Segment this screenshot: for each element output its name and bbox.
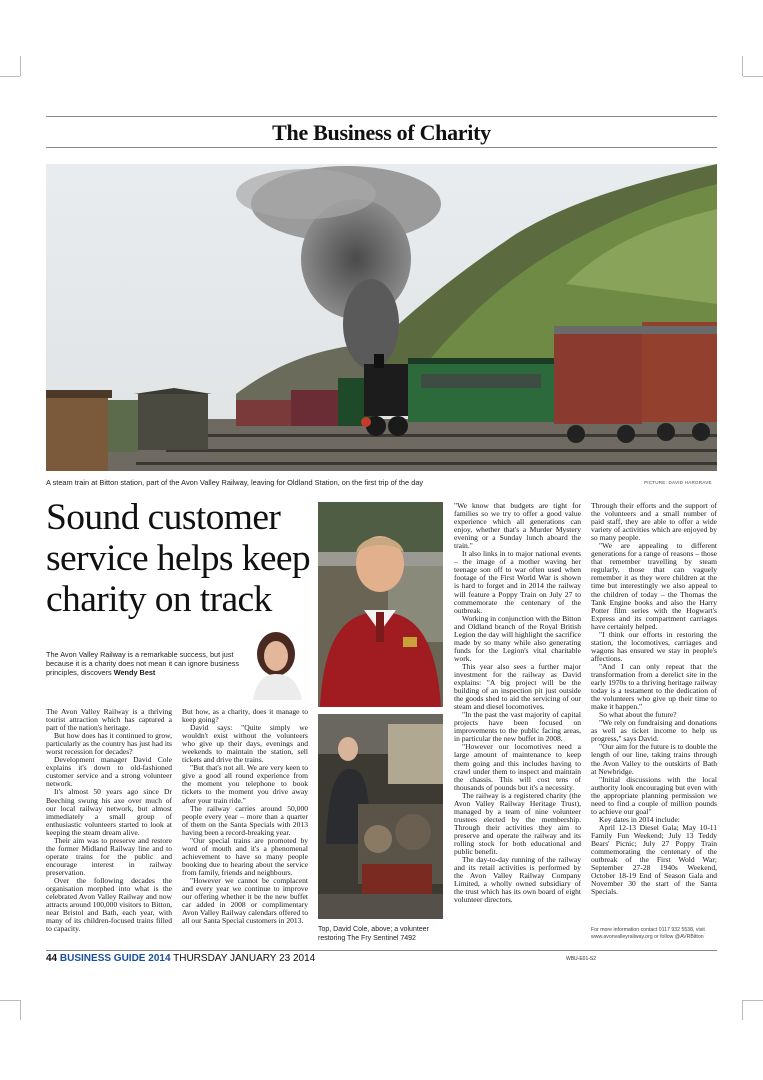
article-paragraph: April 12-13 Diesel Gala; May 10-11 Family Fun Weekend; July 13 Teddy Bears' Picnic; July 27 Poppy Train commemorating the centenary of the outbreak of the First Wold War; September 27-28 1940s Weekend, October 18-19 End of Season Gala and November 30 the start of the Santa Specials. [591, 822, 717, 897]
crop-mark [20, 1000, 21, 1020]
article-column-4 [591, 502, 717, 896]
byline: Wendy Best [113, 668, 156, 677]
article-paragraph: Working in conjunction with the Bitton and Oldland branch of the Royal British Legion the day will highlight the sacrifice made by so many while also generating funds for the Legion's vital charitable work. [454, 613, 581, 663]
article-paragraph: So what about the future? [599, 710, 677, 720]
crop-mark [0, 76, 20, 77]
photo-caption: Top, David Cole, above; a volunteer restoring The Fry Sentinel 7492 [318, 926, 429, 942]
article-paragraph: "Initial discussions with the local authority look encouraging but even with the appropriate planning permission we need to find a couple of million pounds to achieve our goal" [591, 774, 717, 816]
crop-mark [742, 56, 743, 76]
article-paragraph: Over the following decades the organisation morphed into what is the celebrated Avon Valley Railway and now attracts around 100,000 visitors to Bitton, near Bristol and Bath, each year, with many of its children-focused trains filled to capacity. [46, 875, 172, 934]
crop-mark [20, 56, 21, 76]
hero-caption: A steam train at Bitton station, part of the Avon Valley Railway, leaving for Oldland Station, on the first trip of the day [46, 478, 424, 487]
article-column-3 [454, 502, 581, 904]
article-paragraph: "But that's not all. We are very keen to give a good all round experience from the moment you telephone to book tickets to the moment you drive away after your train ride." [182, 763, 308, 805]
photo-david-cole [318, 502, 443, 707]
article-paragraph: "Our aim for the future is to double the length of our line, taking trains through the Avon Valley to the outskirts of Bath at Newbridge. [591, 742, 717, 776]
article-paragraph: "However we cannot be complacent and every year we continue to improve our offering whether it be the new buffet car added in 2008 or complimentary Avon Valley Railway calendars offered to all our Santa Special customers in 2013. [182, 875, 308, 926]
article-standfirst [46, 650, 246, 677]
article-paragraph: David says: "Quite simply we wouldn't exist without the volunteers who give up their days, evenings and weekends to maintain the station, sell tickets and drive the trains. [182, 723, 308, 765]
article-paragraph: "I think our efforts in restoring the station, the locomotives, carriages and wagons has ensured we stay in people's affections. [591, 629, 717, 663]
page-number: 44 [46, 953, 58, 964]
crop-mark [743, 76, 763, 77]
article-paragraph: The Avon Valley Railway is a thriving tourist attraction which has captured a part of the nation's heritage. [46, 707, 172, 733]
article-column-2 [182, 708, 308, 925]
article-paragraph: Key dates in 2014 include: [599, 814, 680, 824]
article-paragraph: But how does has it continued to grow, particularly as the country has just had its worst recession for decades? [46, 731, 172, 757]
article-paragraph: It's almost 50 years ago since Dr Beeching swung his axe over much of our local railway network, but almost immediately a small group of enthusiastic volunteers started to look at keeping the steam dream alive. [46, 787, 172, 837]
article-paragraph: "However our locomotives need a large amount of maintenance to keep them going and this includes having to crawl under them to inspect and maintain the chassis. This will cost tens of thousands of pounds but it's a necessity. [454, 742, 581, 792]
publication-name: BUSINESS GUIDE 2014 [59, 953, 171, 964]
photo-volunteer-restoring-engine [318, 714, 443, 919]
article-paragraph: The day-to-day running of the railway and its retail activities is performed by the Avon Valley Railway Company Limited, a wholly owned subsidiary of the trust which has its own board of eight volunteer directors. [454, 855, 581, 905]
article-column-1 [46, 708, 172, 933]
crop-mark [742, 1000, 743, 1020]
article-paragraph: "Our special trains are promoted by word of mouth and it's a phenomenal achievement to have so many people booking due to hearing about the service from family, friends and neighbours. [182, 835, 308, 877]
article-paragraph: The railway carries around 50,000 people every year – more than a quarter of them on the Santa Specials with 2013 having been a record-breaking year. [182, 803, 308, 837]
header-rule-top [46, 116, 717, 117]
footer-rule [46, 950, 717, 951]
article-paragraph: Their aim was to preserve and restore the former Midland Railway line and to operate trains for the public and encourage interest in railway preservation. [46, 835, 172, 877]
article-paragraph: Through their efforts and the support of the volunteers and a small number of paid staff, they are able to offer a wide variety of activities which are enjoyed by so many people. [591, 501, 717, 543]
edition-code: WBU-E01-S2 [566, 956, 597, 962]
article-headline: Sound customer service helps keep charity on track [46, 497, 311, 620]
page-footer [46, 953, 315, 964]
standfirst-text: The Avon Valley Railway is a remarkable success, but just because it is a charity does not mean it can ignore business principles, discovers [46, 650, 240, 677]
crop-mark [743, 1000, 763, 1001]
hero-credit: PICTURE: DAVID HARGRAVE [644, 480, 712, 485]
article-paragraph: "In the past the vast majority of capital projects have been focused on improvements to the public facing areas, in particular the new buffet in 2008. [454, 710, 581, 744]
contact-footnote: For more information contact 0117 932 5538, visit www.avonvalleyrailway.org or follow @AVRBitton [591, 927, 705, 940]
article-paragraph: "And I can only repeat that the transformation from a derelict site in the early 1970s to a thriving heritage railway today is a testament to the dedication of the volunteers who give up their time to make it happen." [591, 661, 717, 712]
section-title: The Business of Charity [272, 120, 491, 145]
header-rule-bottom [46, 147, 717, 148]
hero-photo-steam-train [46, 164, 717, 471]
crop-mark [0, 1000, 20, 1001]
article-paragraph: Development manager David Cole explains it's down to old-fashioned customer service and a strong volunteer network. [46, 755, 172, 789]
article-paragraph: "We know that budgets are tight for families so we try to offer a good value experience which all generations can enjoy, whether that's a Murder Mystery evening or a Sunday lunch aboard the train." [454, 501, 581, 551]
issue-date: THURSDAY JANUARY 23 2014 [173, 953, 316, 964]
article-paragraph: "We are appealing to different generations for a range of reasons – those that remember travelling by steam regularly, those that can vaguely remember it as they were children at the time but interestingly we also appeal to the children of today – the Thomas the Tank Engine books and also the Harry Potter film series with the Hogwart's Express and its compartment carriages have certainly helped. [591, 541, 717, 631]
article-paragraph: This year also sees a further major investment for the railway as David explains: "A big project will be the building of an inspection pit just outside the goods shed to aid the servicing of our steam and diesel locomotives. [454, 661, 581, 712]
article-paragraph: But how, as a charity, does it manage to keep going? [182, 707, 308, 725]
article-paragraph: The railway is a registered charity (the Avon Valley Railway Heritage Trust), managed by a team of nine volunteer trustees elected by the membership. Through their activities they aim to preserve and operate the railway and its rolling stock for both educational and public benefit. [454, 790, 581, 857]
author-headshot [248, 628, 306, 700]
article-paragraph: "We rely on fundraising and donations as well as ticket income to help us progress," says David. [591, 718, 717, 744]
article-paragraph: It also links in to major national events – the image of a mother waving her teenage son off to war often used when footage of the First World War is shown is hard to forget and in 2014 the railway will feature a Poppy Train on July 27 to commemorate the centenary of the outbreak. [454, 549, 581, 615]
